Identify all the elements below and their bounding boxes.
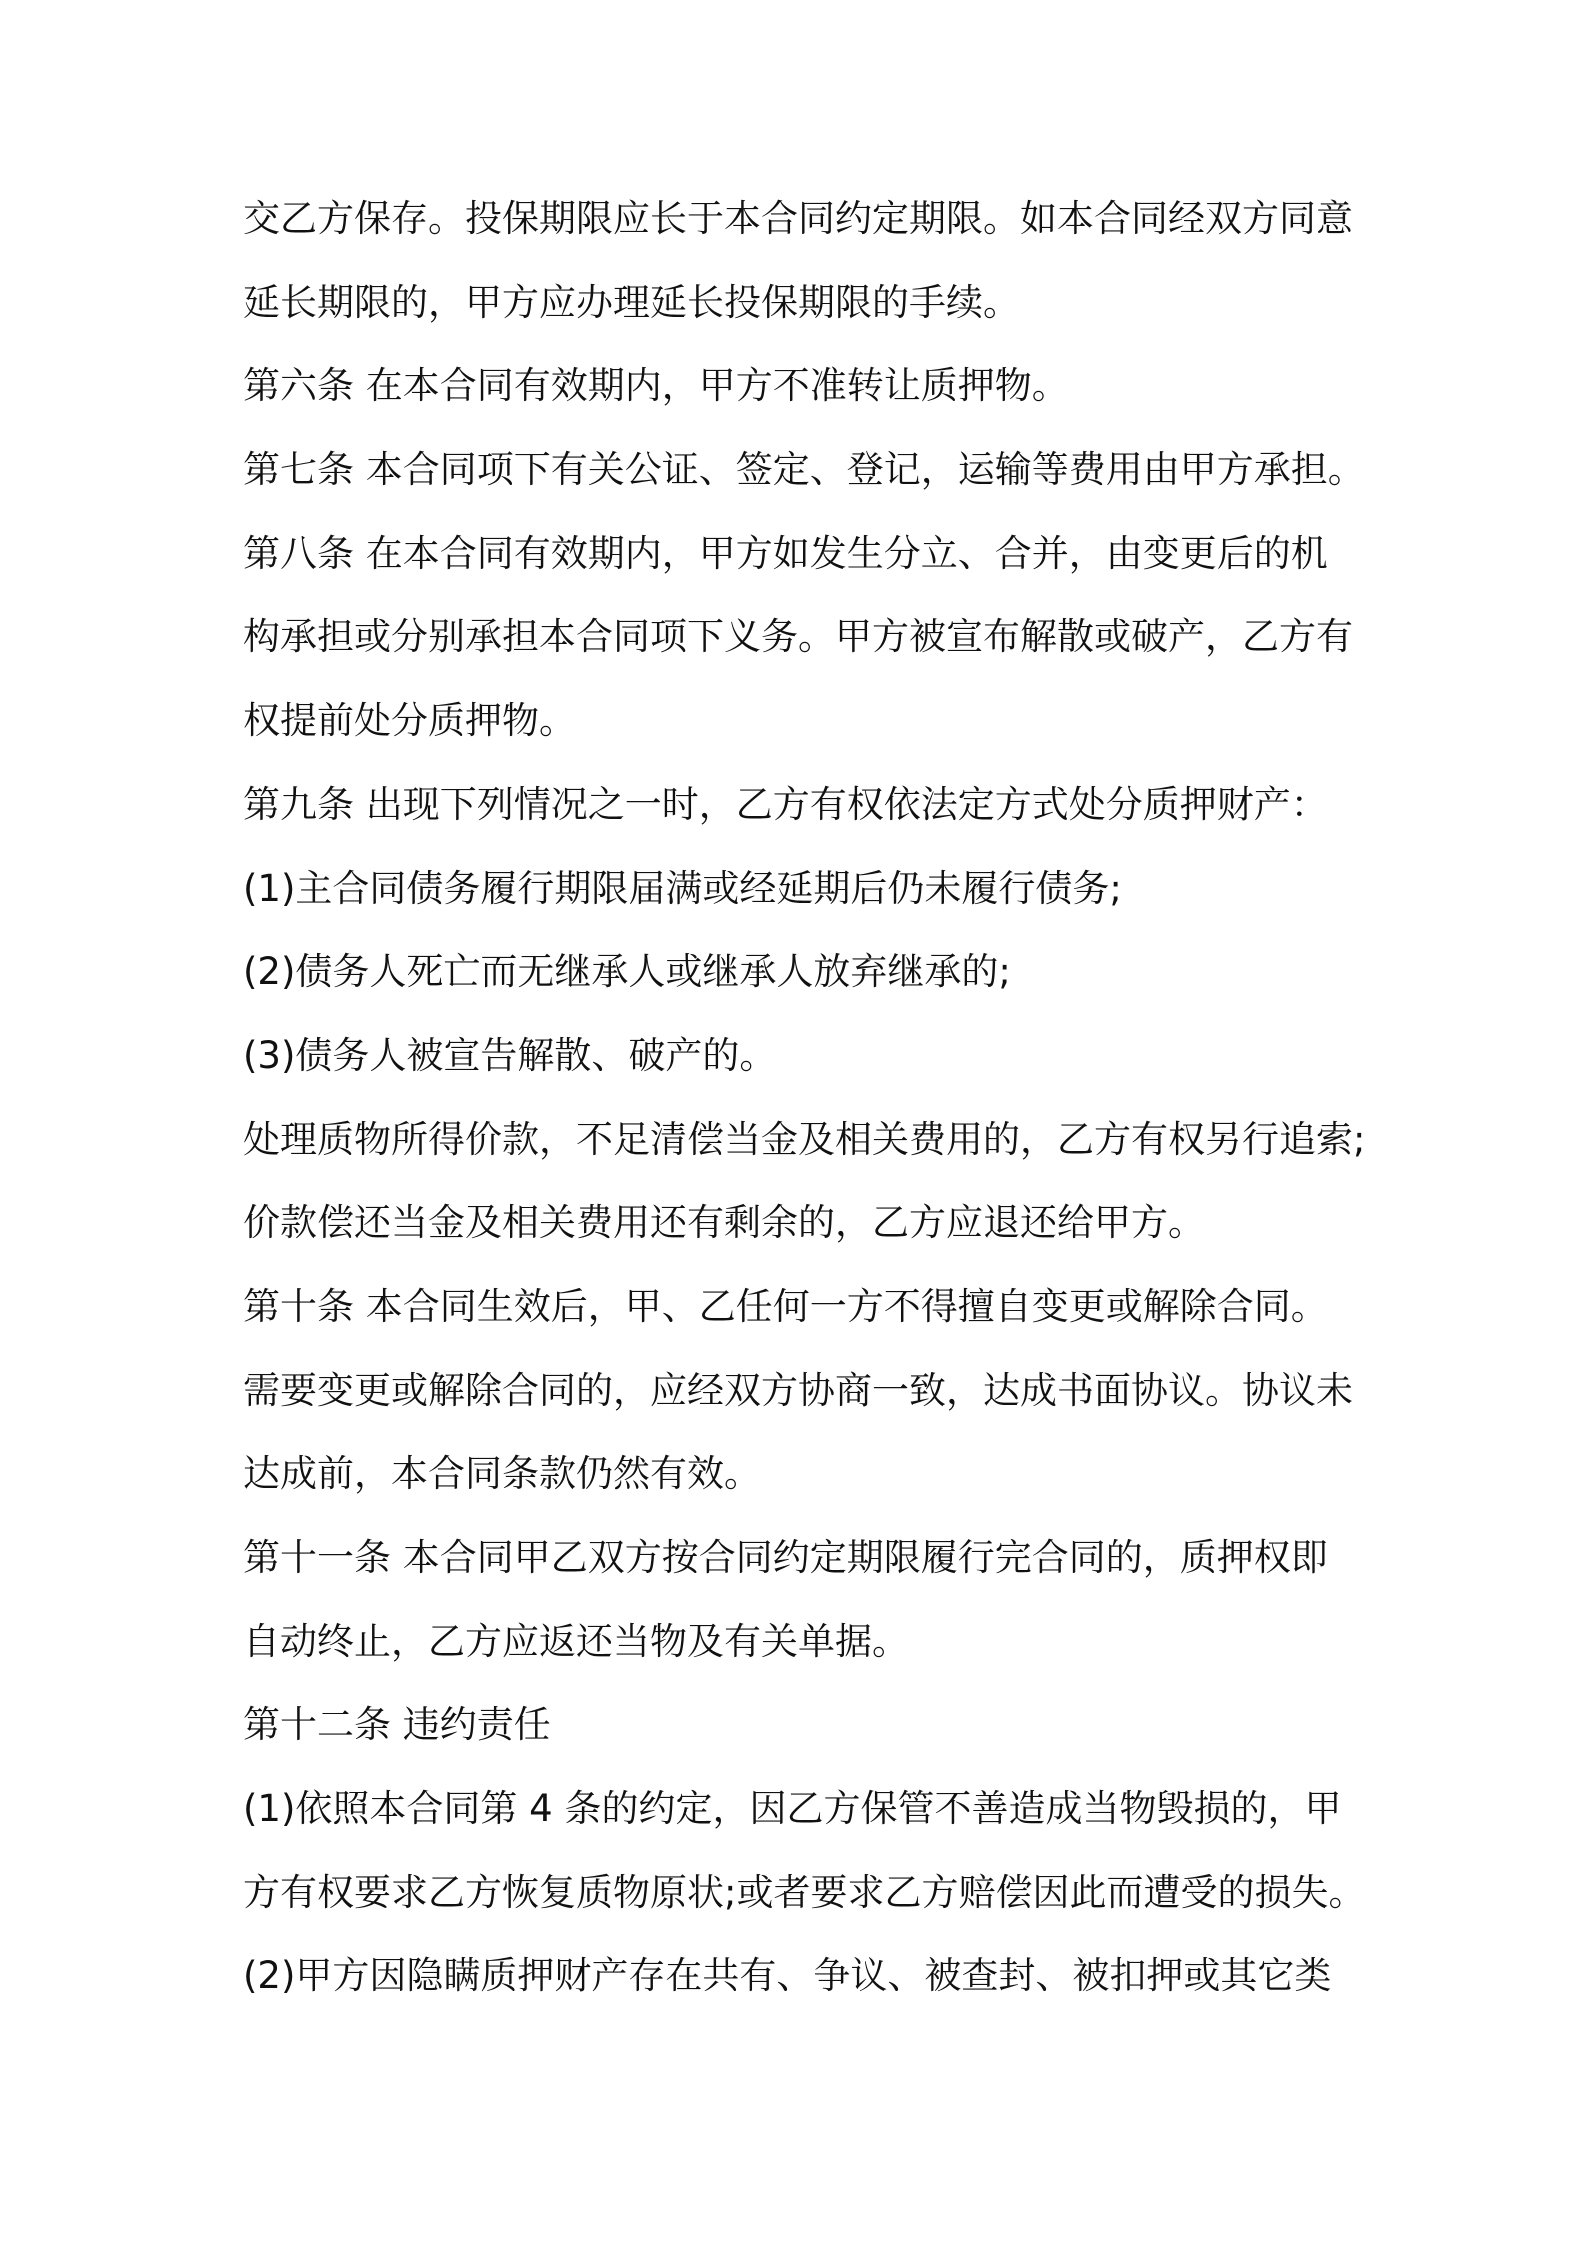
article-11: 第十一条 本合同甲乙双方按合同约定期限履行完合同的，质押权即 (243, 1536, 1328, 1579)
list-item: (2)甲方因隐瞒质押财产存在共有、争议、被查封、被扣押或其它类 (243, 1954, 1332, 1998)
text-line: 自动终止，乙方应返还当物及有关单据。 (243, 1619, 909, 1663)
text-line: 交乙方保存。投保期限应长于本合同约定期限。如本合同经双方同意 (243, 197, 1353, 240)
article-9: 第九条 出现下列情况之一时，乙方有权依法定方式处分质押财产： (243, 782, 1328, 826)
contract-text-body (243, 198, 1373, 2039)
text-line: 方有权要求乙方恢复质物原状;或者要求乙方赔偿因此而遭受的损失。 (243, 1870, 1366, 1914)
list-item: (1)主合同债务履行期限届满或经延期后仍未履行债务; (243, 866, 1122, 910)
text-line: 延长期限的，甲方应办理延长投保期限的手续。 (243, 280, 1020, 324)
text-line: 需要变更或解除合同的，应经双方协商一致，达成书面协议。协议未 (243, 1368, 1353, 1412)
article-7: 第七条 本合同项下有关公证、签定、登记，运输等费用由甲方承担。 (243, 448, 1365, 492)
text-line: 权提前处分质押物。 (243, 699, 576, 743)
text-line: 处理质物所得价款，不足清偿当金及相关费用的，乙方有权另行追索; (243, 1117, 1366, 1161)
article-12-heading: 第十二条 违约责任 (243, 1703, 551, 1747)
text-line: 构承担或分别承担本合同项下义务。甲方被宣布解散或破产，乙方有 (243, 615, 1353, 659)
article-6: 第六条 在本合同有效期内，甲方不准转让质押物。 (243, 364, 1069, 408)
text-line: 达成前，本合同条款仍然有效。 (243, 1452, 761, 1496)
list-item: (3)债务人被宣告解散、破产的。 (243, 1033, 777, 1077)
list-item: (1)依照本合同第 4 条的约定，因乙方保管不善造成当物毁损的，甲 (243, 1787, 1342, 1831)
article-8: 第八条 在本合同有效期内，甲方如发生分立、合并，由变更后的机 (243, 531, 1328, 575)
article-10: 第十条 本合同生效后，甲、乙任何一方不得擅自变更或解除合同。 (243, 1284, 1328, 1328)
list-item: (2)债务人死亡而无继承人或继承人放弃继承的; (243, 950, 1011, 994)
text-line: 价款偿还当金及相关费用还有剩余的，乙方应退还给甲方。 (243, 1201, 1205, 1245)
